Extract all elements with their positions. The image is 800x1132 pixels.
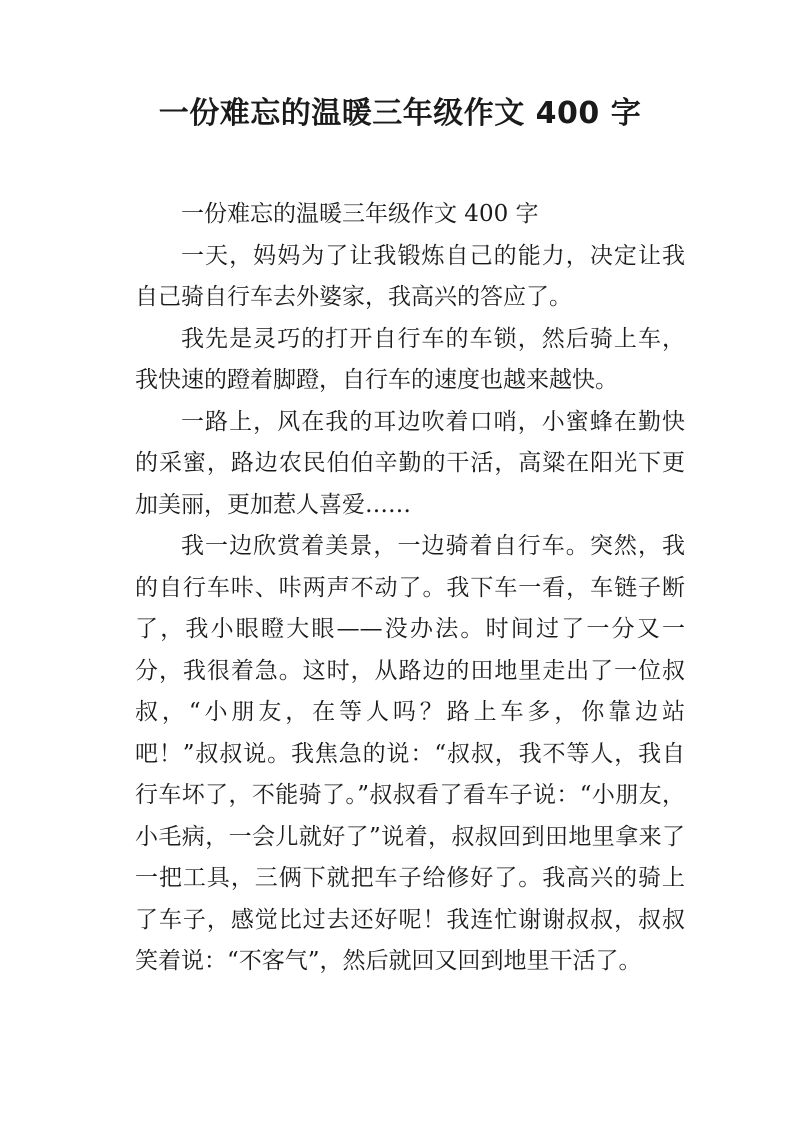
paragraph-subtitle: 一份难忘的温暖三年级作文 400 字 (181, 201, 539, 227)
document-body (135, 194, 685, 983)
paragraph-2: 我先是灵巧的打开自行车的车锁，然后骑上车，我快速的蹬着脚蹬，自行车的速度也越来越快。 (135, 325, 685, 393)
paragraph-1: 一天，妈妈为了让我锻炼自己的能力，决定让我自己骑自行车去外婆家，我高兴的答应了。 (135, 242, 685, 310)
paragraph-3: 一路上，风在我的耳边吹着口哨，小蜜蜂在勤快的采蜜，路边农民伯伯辛勤的干活，高粱在阳光下更加美丽，更加惹人喜爱…… (135, 408, 685, 518)
document-title: 一份难忘的温暖三年级作文 400 字 (158, 96, 642, 131)
paragraph-4: 我一边欣赏着美景，一边骑着自行车。突然，我的自行车咔、咔两声不动了。我下车一看，车链子断了，我小眼瞪大眼——没办法。时间过了一分又一分，我很着急。这时，从路边的田地里走出了一位叔叔，“小朋友，在等人吗？路上车多，你靠边站吧！”叔叔说。我焦急的说：“叔叔，我不等人，我自行车坏了，不能骑了。”叔叔看了看车子说：“小朋友，小毛病，一会儿就好了”说着，叔叔回到田地里拿来了一把工具，三俩下就把车子给修好了。我高兴的骑上了车子，感觉比过去还好呢！我连忙谢谢叔叔，叔叔笑着说：“不客气”，然后就回又回到地里干活了。 (135, 533, 685, 974)
